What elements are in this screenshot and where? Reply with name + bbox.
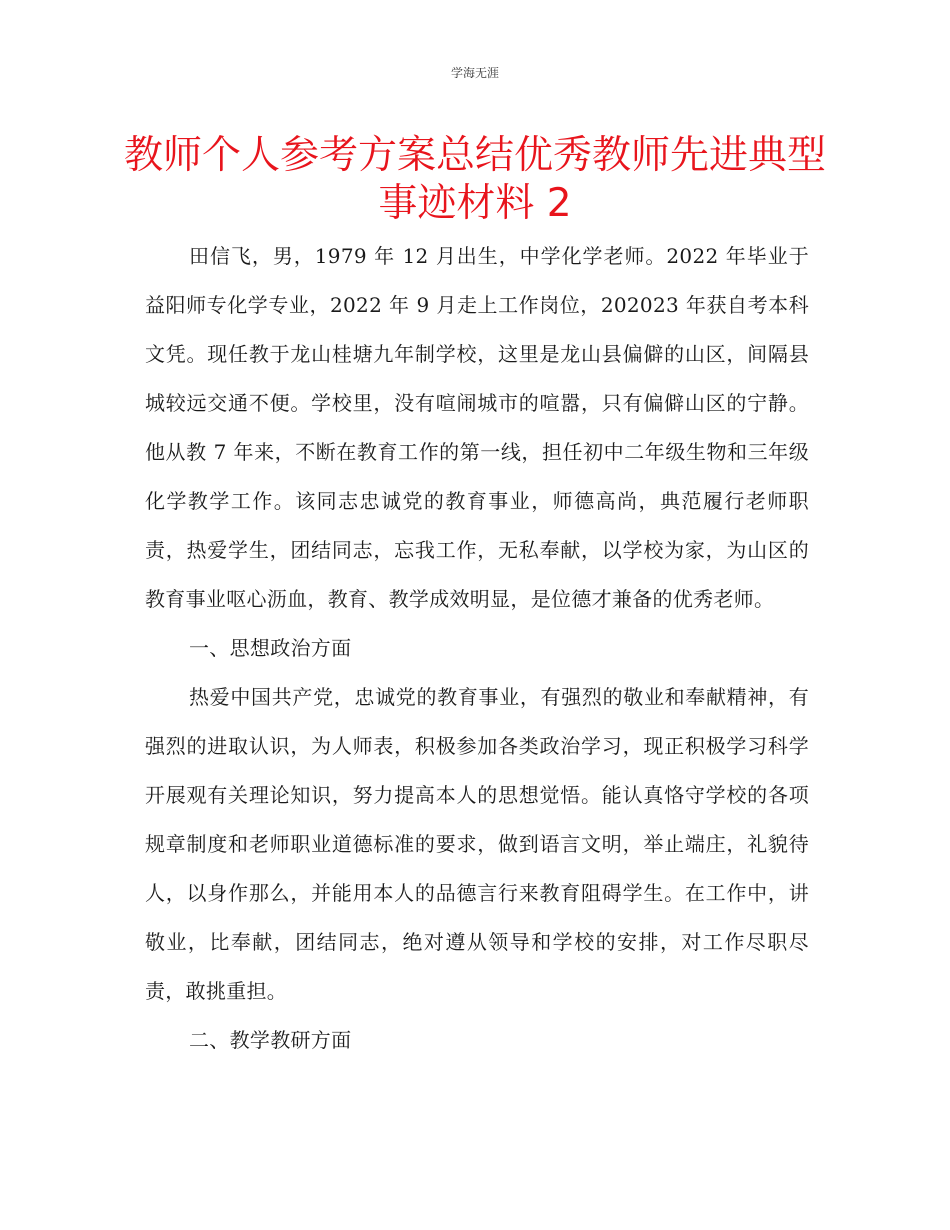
section-heading-politics: 一、思想政治方面 <box>189 636 352 660</box>
intro-paragraph: 田信飞，男，1979 年 12 月出生，中学化学老师。2022 年毕业于益阳师专化学专业，2022 年 9 月走上工作岗位，202023 年获自考本科文凭。现任教于龙山桂塘九年制学校，这里是龙山县偏僻的山区，间隔县城较远交通不便。学校里，没有喧闹城市的喧嚣，只有偏僻山区的宁静。他从教 7 年来，不断在教育工作的第一线，担任初中二年级生物和三年级化学教学工作。该同志忠诚党的教育事业，师德高尚，典范履行老师职责，热爱学生，团结同志，忘我工作，无私奉献，以学校为家，为山区的教育事业呕心沥血，教育、教学成效明显，是位德才兼备的优秀老师。 <box>145 244 809 611</box>
document-title: 教师个人参考方案总结优秀教师先进典型事迹材料 2 <box>123 133 826 226</box>
document-body <box>145 232 809 1065</box>
page-header: 学海无涯 <box>450 66 499 80</box>
politics-paragraph: 热爱中国共产党，忠诚党的教育事业，有强烈的敬业和奉献精神，有强烈的进取认识，为人师表，积极参加各类政治学习，现正积极学习科学开展观有关理论知识，努力提高本人的思想觉悟。能认真恪守学校的各项规章制度和老师职业道德标准的要求，做到语言文明，举止端庄，礼貌待人，以身作那么，并能用本人的品德言行来教育阻碍学生。在工作中，讲敬业，比奉献，团结同志，绝对遵从领导和学校的安排，对工作尽职尽责，敢挑重担。 <box>145 685 809 1003</box>
section-heading-teaching: 二、教学教研方面 <box>189 1028 352 1052</box>
